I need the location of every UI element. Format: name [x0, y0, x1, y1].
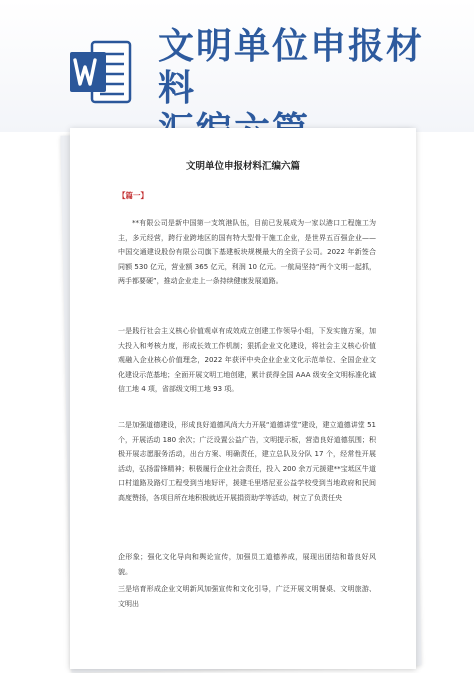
paragraph-4: 企形象；强化文化导向和舆论宣传，加强员工道德养成，展现出团结和谐良好风貌。 — [118, 553, 376, 576]
paragraph-5: 三是培育形成企业文明新风加强宣传和文化引导，广泛开展文明餐桌、文明旅游、文明出 — [118, 585, 376, 608]
paragraph-1: **有限公司是新中国第一支筑港队伍，目前已发展成为一家以港口工程施工为主，多元经营，跨行业跨地区的国有特大型骨干施工企业，是世界五百强企业——中国交通建设股份有限公司旗下基建板块规模最大的全资子公司。2022 年新签合同额 530 亿元，营业额 365 亿元，利润 10 亿元。一航局坚持“两个文明一起抓，两手都要硬”，推动企业走上一条持续健康发展道路。 — [118, 219, 376, 285]
title-line-1: 文明单位申报材料 — [158, 26, 425, 109]
header-banner — [0, 0, 474, 132]
word-document-icon — [70, 40, 132, 104]
document-page — [70, 128, 416, 669]
paragraph-3: 二是加强道德建设，形成良好道德风尚大力开展“道德讲堂”建设，建立道德讲堂 51 个，开展活动 180 余次；广泛设置公益广告，文明提示板，营造良好道德氛围；积极开展志愿服务活动，出台方案、明确责任，建立总队及分队 17 个，经常性开展活动，弘扬雷锋精神；积极履行企业社会责任，投入 200 余万元援建**宝坻区牛道口村道路及路灯工程受到当地好评，援建毛里塔尼亚公益学校受到当地政府和民间高度赞扬，各项目所在地积极就近开展捐资助学等活动，树立了负责任央 — [118, 421, 376, 502]
document-title: 文明单位申报材料汇编六篇 — [185, 161, 300, 172]
paragraph-2: 一是践行社会主义核心价值观卓有成效成立创建工作领导小组，下发实施方案，加大投入和考核力度，形成长效工作机制；狠抓企业文化建设，将社会主义核心价值观融入企业核心价值理念，2022 年获评中央企业企业文化示范单位、全国企业文化建设示范基地；全面开展文明工地创建，累计获得全国 AAA 级安全文明标准化诚信工地 4 项，省部级文明工地 93 项。 — [118, 327, 376, 393]
section-tag: 【篇一】 — [118, 191, 148, 200]
